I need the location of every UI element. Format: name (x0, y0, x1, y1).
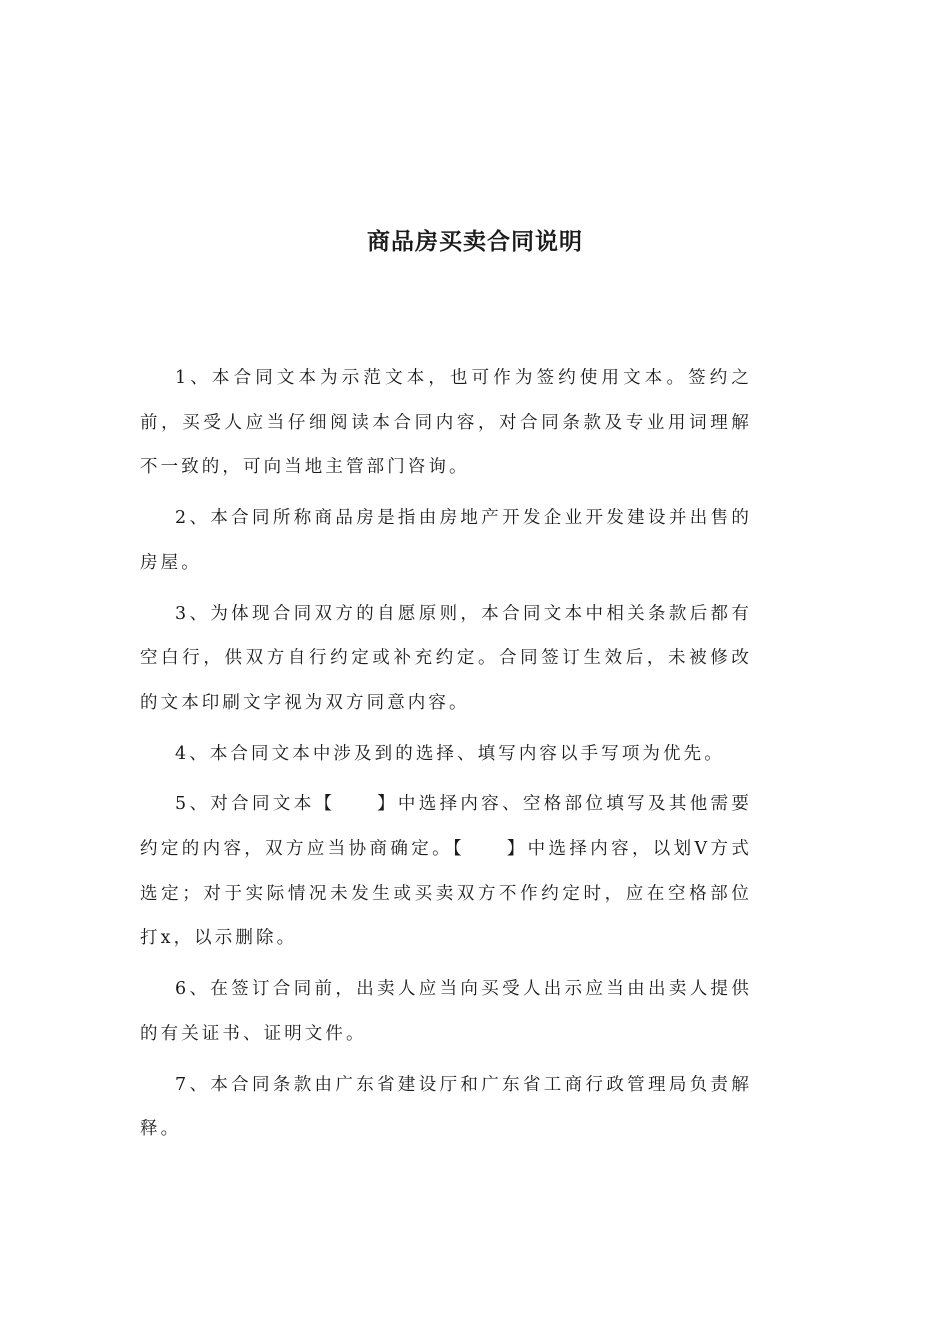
paragraph-6: 6、在签订合同前，出卖人应当向买受人出示应当由出卖人提供的有关证书、证明文件。 (140, 979, 752, 1044)
paragraph-7: 7、本合同条款由广东省建设厅和广东省工商行政管理局负责解释。 (140, 1074, 752, 1140)
document-body (140, 356, 752, 1158)
paragraph-1: 1、本合同文本为示范文本，也可作为签约使用文本。签约之前，买受人应当仔细阅读本合同内容，对合同条款及专业用词理解不一致的，可向当地主管部门咨询。 (140, 368, 752, 478)
paragraph-2: 2、本合同所称商品房是指由房地产开发企业开发建设并出售的房屋。 (140, 508, 752, 573)
paragraph-3: 3、为体现合同双方的自愿原则，本合同文本中相关条款后都有空白行，供双方自行约定或补充约定。合同签订生效后，未被修改的文本印刷文字视为双方同意内容。 (140, 603, 752, 713)
page-title: 商品房买卖合同说明 (367, 228, 583, 255)
paragraph-4: 4、本合同文本中涉及到的选择、填写内容以手写项为优先。 (175, 743, 725, 764)
paragraph-5: 5、对合同文本【 】中选择内容、空格部位填写及其他需要约定的内容，双方应当协商确定。【 】中选择内容，以划V方式选定；对于实际情况未发生或买卖双方不作约定时，应在空格部位打x，以示删除。 (140, 794, 752, 949)
